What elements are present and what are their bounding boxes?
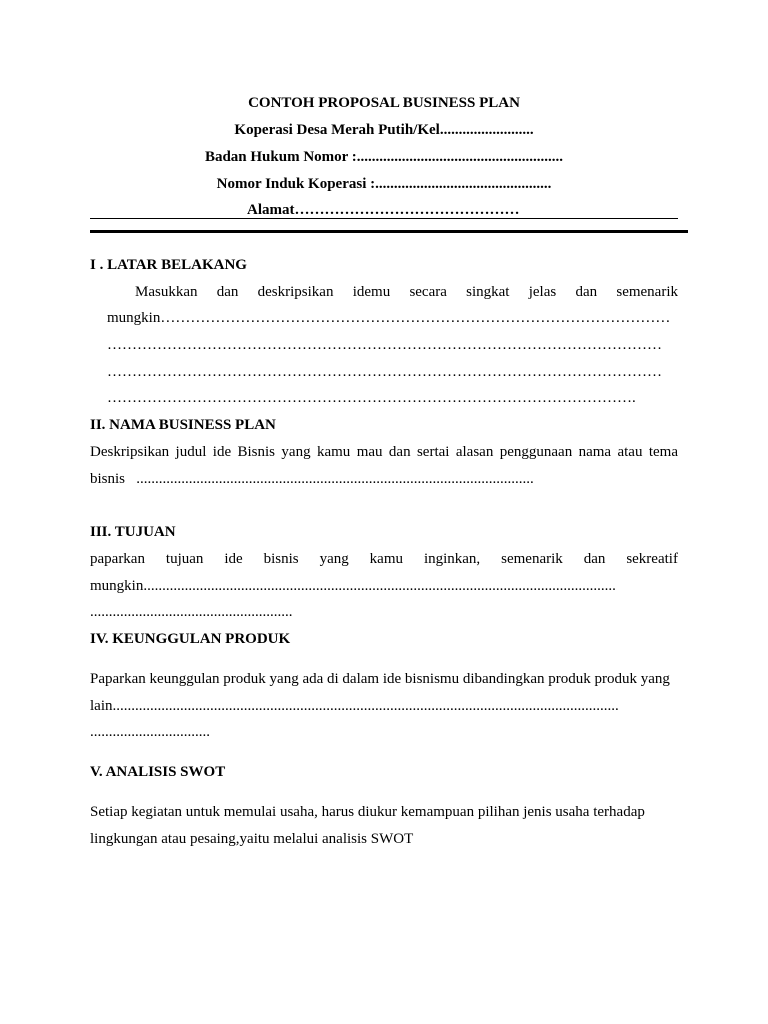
word: semenarik [616, 284, 678, 300]
word: atau [617, 444, 643, 460]
tujuan-line-1 [90, 550, 678, 568]
section-heading-tujuan: III. TUJUAN [90, 524, 176, 540]
word: deskripsikan [257, 284, 334, 300]
section-heading-keunggulan-produk [90, 630, 290, 648]
word: jelas [528, 284, 557, 300]
latar-belakang-line-4: ………………………………………………………………………………………………… [107, 364, 662, 380]
section-heading-latar-belakang: I . LATAR BELAKANG [90, 257, 247, 273]
word: sertai [416, 444, 450, 460]
analisis-swot-line-2: lingkungan atau pesaing,yaitu melalui analisis SWOT [90, 831, 414, 847]
header-divider-thin [90, 218, 678, 219]
word: bisnis [263, 551, 299, 567]
word: tujuan [165, 551, 204, 567]
word: yang [319, 551, 349, 567]
analisis-swot-line-1: Setiap kegiatan untuk memulai usaha, harus diukur kemampuan pilihan jenis usaha terhadap [90, 804, 645, 820]
keunggulan-produk-line-2: lain....................................................................................................................................... [90, 698, 619, 714]
word: penggunaan [499, 444, 573, 460]
document-title: CONTOH PROPOSAL BUSINESS PLAN [248, 95, 520, 111]
word: yang [281, 444, 311, 460]
word: dan [575, 284, 598, 300]
word: judul [175, 444, 207, 460]
latar-belakang-line-3: ………………………………………………………………………………………………… [107, 337, 662, 353]
section-heading-nama-business-plan: II. NAMA BUSINESS PLAN [90, 417, 276, 433]
badan-hukum-line: Badan Hukum Nomor :....................................................... [204, 149, 564, 165]
word: sekreatif [626, 551, 678, 567]
word: Deskripsikan [90, 444, 170, 460]
section-heading-analisis-swot: V. ANALISIS SWOT [90, 764, 226, 780]
word: ide [212, 444, 232, 460]
header-divider-thick [90, 230, 688, 233]
heading-prefix: IV [90, 631, 105, 647]
word: kamu [369, 551, 403, 567]
word: idemu [352, 284, 391, 300]
latar-belakang-line-2: mungkin………………………………………………………………………………………… [107, 310, 671, 326]
word: dan [583, 551, 606, 567]
word: paparkan [90, 551, 145, 567]
word: dan [388, 444, 411, 460]
tujuan-line-3: ...................................................... [90, 604, 293, 620]
word: ide [224, 551, 243, 567]
nomor-induk-line: Nomor Induk Koperasi :............................................... [216, 176, 552, 192]
word: singkat [466, 284, 510, 300]
word: Masukkan [135, 284, 198, 300]
word: nama [578, 444, 612, 460]
nama-business-plan-line-1 [90, 443, 678, 461]
word: kamu [316, 444, 351, 460]
word: Bisnis [237, 444, 276, 460]
word: alasan [455, 444, 494, 460]
word: secara [409, 284, 447, 300]
koperasi-name-line: Koperasi Desa Merah Putih/Kel......................... [234, 122, 534, 138]
tujuan-line-2: mungkin.............................................................................................................................. [90, 578, 616, 594]
keunggulan-produk-line-1: Paparkan keunggulan produk yang ada di dalam ide bisnismu dibandingkan produk produk yang [90, 671, 670, 687]
word: dan [216, 284, 239, 300]
latar-belakang-line-5: ……………………………………………………………………………………………. [107, 390, 636, 406]
alamat-line: Alamat……………………………………… [247, 202, 520, 218]
word: mau [356, 444, 383, 460]
heading-rest: . KEUNGGULAN PRODUK [104, 631, 291, 647]
latar-belakang-line-1 [135, 283, 678, 301]
word: semenarik [501, 551, 563, 567]
word: tema [648, 444, 678, 460]
keunggulan-produk-line-3: ................................ [90, 724, 210, 740]
nama-business-plan-line-2: bisnis .......................................................................................................... [90, 471, 534, 487]
word: inginkan, [423, 551, 481, 567]
